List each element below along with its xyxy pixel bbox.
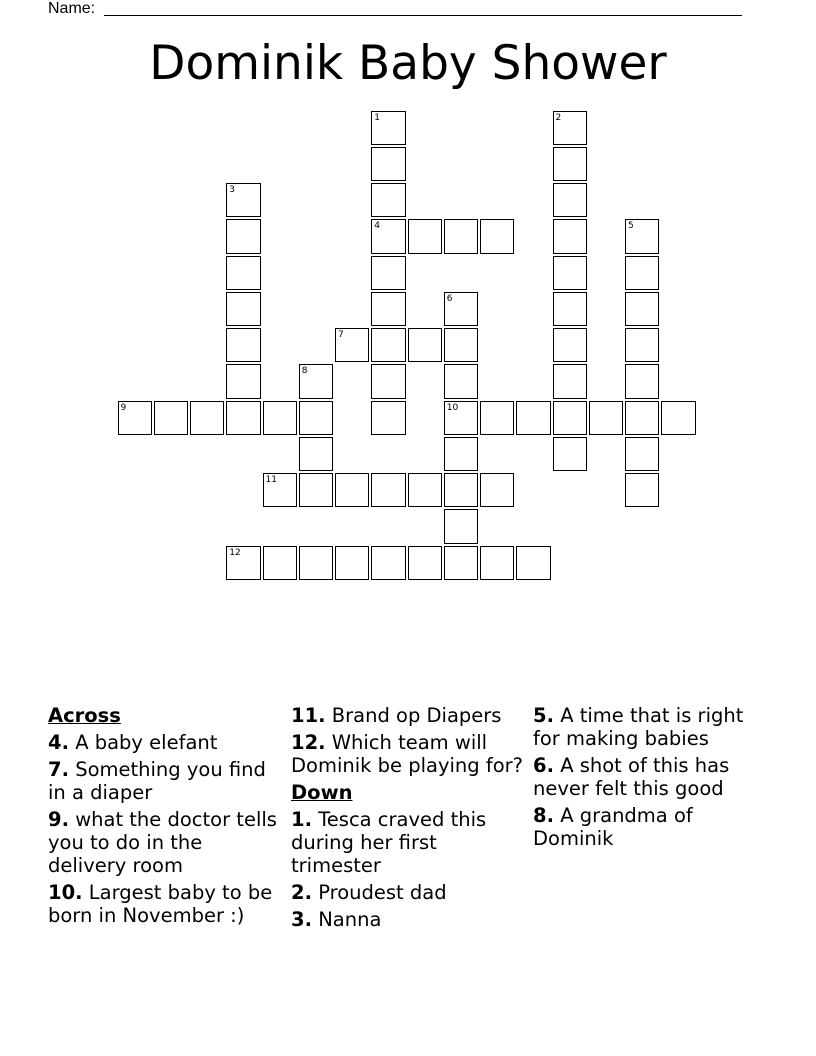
grid-cell[interactable]	[371, 546, 405, 580]
grid-cell[interactable]	[444, 292, 478, 326]
cell-number: 10	[446, 402, 459, 413]
grid-cell[interactable]	[480, 219, 514, 253]
clue-text: A baby elefant	[75, 731, 218, 754]
grid-cell[interactable]	[444, 219, 478, 253]
grid-cell[interactable]	[444, 401, 478, 435]
clue-across-10	[48, 881, 280, 927]
grid-cell[interactable]	[553, 147, 587, 181]
grid-cell[interactable]	[661, 401, 695, 435]
grid-cell[interactable]	[190, 401, 224, 435]
grid-cell[interactable]	[226, 364, 260, 398]
clue-number: 3.	[291, 908, 312, 931]
grid-cell[interactable]	[371, 183, 405, 217]
grid-cell[interactable]	[371, 364, 405, 398]
grid-cell[interactable]	[371, 219, 405, 253]
grid-cell[interactable]	[444, 546, 478, 580]
clue-number: 4.	[48, 731, 69, 754]
grid-cell[interactable]	[335, 328, 369, 362]
clue-across-7	[48, 758, 280, 804]
clue-text: what the doctor tells you to do in the delivery room	[48, 808, 277, 877]
grid-cell[interactable]	[299, 473, 333, 507]
grid-cell[interactable]	[553, 111, 587, 145]
clue-down-6	[533, 754, 769, 800]
clue-across-12	[291, 731, 523, 777]
clue-across-11	[291, 704, 523, 727]
grid-cell[interactable]	[553, 364, 587, 398]
grid-cell[interactable]	[371, 111, 405, 145]
puzzle-title: Dominik Baby Shower	[149, 36, 667, 91]
grid-cell[interactable]	[335, 473, 369, 507]
clue-text: Which team will Dominik be playing for?	[291, 731, 524, 777]
grid-cell[interactable]	[553, 219, 587, 253]
grid-cell[interactable]	[299, 401, 333, 435]
clue-number: 7.	[48, 758, 69, 781]
grid-cell[interactable]	[625, 401, 659, 435]
grid-cell[interactable]	[408, 219, 442, 253]
grid-cell[interactable]	[444, 364, 478, 398]
grid-cell[interactable]	[480, 401, 514, 435]
grid-cell[interactable]	[371, 401, 405, 435]
grid-cell[interactable]	[154, 401, 188, 435]
grid-cell[interactable]	[226, 401, 260, 435]
grid-cell[interactable]	[444, 473, 478, 507]
grid-cell[interactable]	[625, 473, 659, 507]
grid-cell[interactable]	[553, 256, 587, 290]
clue-across-4	[48, 731, 280, 754]
down-heading: Down	[291, 781, 353, 804]
grid-cell[interactable]	[625, 219, 659, 253]
grid-cell[interactable]	[444, 509, 478, 543]
grid-cell[interactable]	[226, 256, 260, 290]
clue-number: 9.	[48, 808, 69, 831]
clue-number: 2.	[291, 881, 312, 904]
clue-text: Tesca craved this during her first trimester	[291, 808, 487, 877]
grid-cell[interactable]	[226, 546, 260, 580]
clue-down-5	[533, 704, 769, 750]
grid-cell[interactable]	[263, 546, 297, 580]
clue-number: 11.	[291, 704, 326, 727]
grid-cell[interactable]	[118, 401, 152, 435]
grid-cell[interactable]	[553, 183, 587, 217]
grid-cell[interactable]	[263, 401, 297, 435]
grid-cell[interactable]	[371, 328, 405, 362]
clue-text: Largest baby to be born in November :)	[48, 881, 273, 927]
grid-cell[interactable]	[226, 183, 260, 217]
grid-cell[interactable]	[299, 364, 333, 398]
cell-number: 11	[265, 475, 277, 485]
across-heading: Across	[48, 704, 121, 727]
clues-column-1	[48, 702, 280, 931]
clue-text: A grandma of Dominik	[533, 804, 693, 850]
grid-cell[interactable]	[480, 546, 514, 580]
grid-cell[interactable]	[625, 292, 659, 326]
clues-column-3	[533, 702, 769, 854]
grid-cell[interactable]	[371, 473, 405, 507]
grid-cell[interactable]	[625, 437, 659, 471]
grid-cell[interactable]	[516, 546, 550, 580]
cell-number: 12	[229, 547, 241, 558]
clue-text: A time that is right for making babies	[533, 704, 744, 750]
clue-down-3	[291, 908, 523, 931]
grid-cell[interactable]	[226, 219, 260, 253]
clue-text: A shot of this has never felt this good	[533, 754, 730, 800]
grid-cell[interactable]	[625, 364, 659, 398]
cell-number: 8	[301, 366, 308, 377]
grid-cell[interactable]	[299, 546, 333, 580]
clue-text: Nanna	[318, 908, 382, 931]
clue-number: 6.	[533, 754, 554, 777]
clue-number: 1.	[291, 808, 312, 831]
grid-cell[interactable]	[408, 546, 442, 580]
clue-number: 5.	[533, 704, 554, 727]
cell-number: 2	[555, 112, 562, 123]
clue-number: 10.	[48, 881, 83, 904]
cell-number: 6	[446, 293, 453, 304]
grid-cell[interactable]	[226, 292, 260, 326]
cell-number: 5	[628, 221, 634, 232]
clue-text: Proudest dad	[318, 881, 447, 904]
grid-cell[interactable]	[444, 437, 478, 471]
cell-number: 3	[229, 185, 235, 195]
grid-cell[interactable]	[625, 256, 659, 290]
clue-text: Something you find in a diaper	[48, 758, 266, 804]
grid-cell[interactable]	[553, 328, 587, 362]
grid-cell[interactable]	[371, 256, 405, 290]
clue-down-2	[291, 881, 523, 904]
grid-cell[interactable]	[553, 437, 587, 471]
grid-cell[interactable]	[553, 292, 587, 326]
cell-number: 7	[338, 330, 344, 340]
grid-cell[interactable]	[589, 401, 623, 435]
grid-cell[interactable]	[516, 401, 550, 435]
grid-cell[interactable]	[299, 437, 333, 471]
cell-number: 9	[120, 402, 127, 413]
grid-cell[interactable]	[408, 328, 442, 362]
grid-cell[interactable]	[335, 546, 369, 580]
clue-text: Brand op Diapers	[331, 704, 502, 727]
grid-cell[interactable]	[480, 473, 514, 507]
cell-number: 1	[374, 112, 380, 123]
clues-column-2	[291, 702, 523, 935]
grid-cell[interactable]	[263, 473, 297, 507]
name-label: Name:	[48, 0, 96, 17]
clue-down-1	[291, 808, 523, 877]
clue-number: 12.	[291, 731, 326, 754]
grid-cell[interactable]	[625, 328, 659, 362]
clue-number: 8.	[533, 804, 554, 827]
grid-cell[interactable]	[408, 473, 442, 507]
grid-cell[interactable]	[371, 292, 405, 326]
clue-across-9	[48, 808, 280, 877]
grid-cell[interactable]	[371, 147, 405, 181]
name-field	[48, 0, 742, 18]
cell-number: 4	[374, 221, 380, 232]
clue-down-8	[533, 804, 769, 850]
grid-cell[interactable]	[226, 328, 260, 362]
grid-cell[interactable]	[553, 401, 587, 435]
name-underline	[104, 15, 742, 16]
grid-cell[interactable]	[444, 328, 478, 362]
